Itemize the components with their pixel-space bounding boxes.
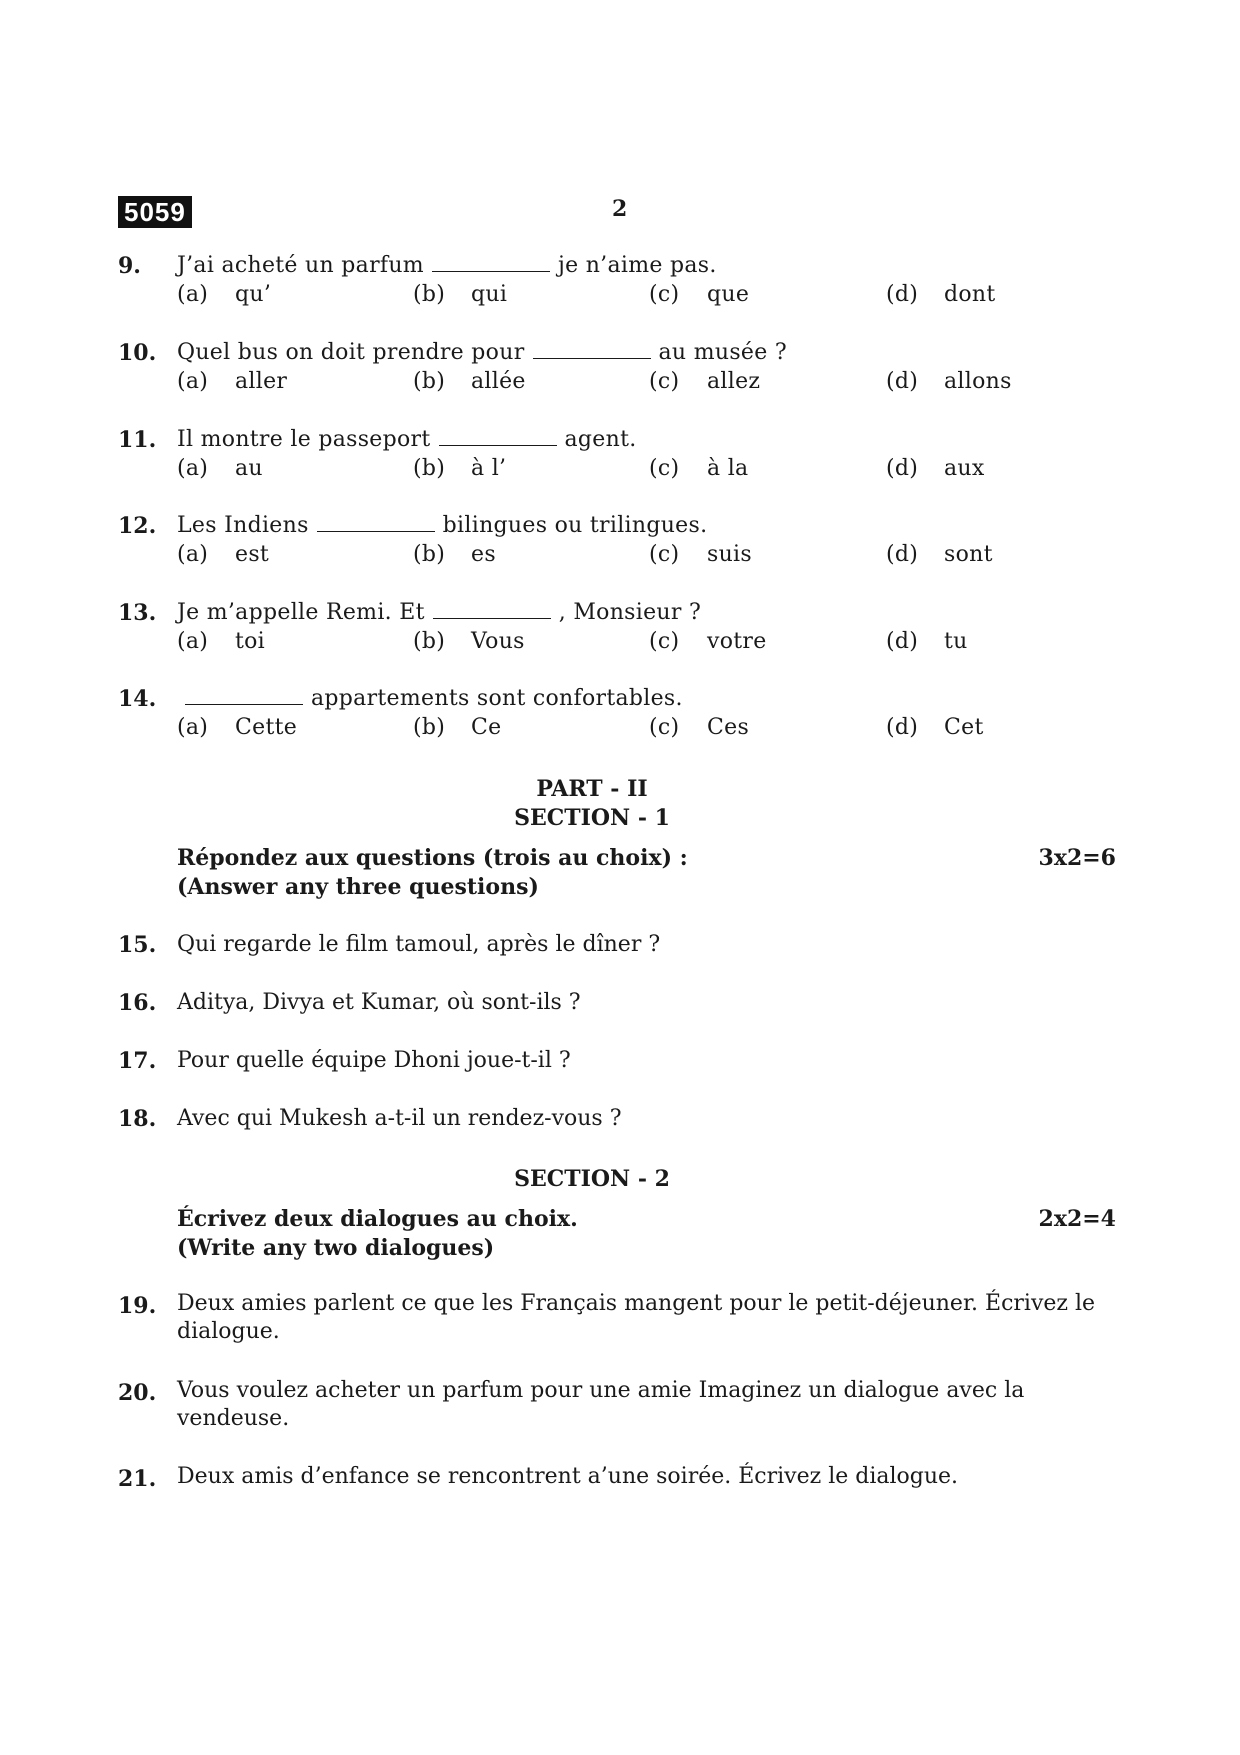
option-label: (d) — [886, 629, 919, 654]
option-label: (c) — [649, 715, 680, 740]
option-label: (d) — [886, 282, 919, 307]
stem-after-blank: bilingues ou trilingues. — [442, 513, 708, 538]
answer-blank — [432, 253, 550, 272]
option-label: (b) — [413, 369, 446, 394]
question-stem — [177, 253, 717, 278]
stem-before-blank: Quel bus on doit prendre pour — [177, 340, 525, 365]
answer-option — [413, 456, 506, 481]
stem-before-blank: J’ai acheté un parfum — [177, 253, 424, 278]
section-1-title: SECTION - 1 — [514, 805, 670, 831]
question-number: 12. — [118, 513, 157, 539]
answer-option — [886, 715, 984, 740]
option-label: (c) — [649, 282, 680, 307]
answer-option — [649, 542, 752, 567]
question-number: 13. — [118, 600, 157, 626]
question-stem — [177, 686, 683, 711]
answer-option — [886, 629, 968, 654]
stem-after-blank: je n’aime pas. — [557, 253, 717, 278]
question-number: 16. — [118, 990, 157, 1016]
answer-option — [177, 715, 297, 740]
option-label: (a) — [177, 542, 209, 567]
question-stem — [177, 340, 787, 365]
option-text: allons — [944, 369, 1012, 394]
option-text: Ces — [707, 715, 750, 740]
answer-option — [649, 715, 749, 740]
option-label: (d) — [886, 456, 919, 481]
option-text: dont — [944, 282, 996, 307]
question-number: 19. — [118, 1293, 157, 1319]
question-stem — [177, 600, 701, 625]
question-number: 17. — [118, 1048, 157, 1074]
option-label: (d) — [886, 715, 919, 740]
page-number: 2 — [612, 196, 628, 222]
option-text: qui — [471, 282, 508, 307]
stem-after-blank: appartements sont confortables. — [311, 686, 683, 711]
option-label: (c) — [649, 629, 680, 654]
question-text: Avec qui Mukesh a-t-il un rendez-vous ? — [177, 1106, 622, 1131]
option-text: à la — [707, 456, 749, 481]
answer-blank — [433, 600, 551, 619]
option-text: toi — [235, 629, 266, 654]
answer-option — [649, 456, 748, 481]
question-number: 20. — [118, 1380, 157, 1406]
answer-option — [886, 282, 996, 307]
answer-option — [649, 629, 767, 654]
question-text: Deux amies parlent ce que les Français mangent pour le petit-déjeuner. Écrivez le dialogue. — [177, 1291, 1096, 1344]
answer-option — [886, 542, 993, 567]
option-label: (c) — [649, 456, 680, 481]
answer-option — [177, 282, 271, 307]
question-number: 11. — [118, 427, 157, 453]
stem-after-blank: , Monsieur ? — [558, 600, 702, 625]
answer-option — [886, 456, 985, 481]
option-text: aller — [235, 369, 288, 394]
answer-blank — [533, 340, 651, 359]
stem-before-blank: Les Indiens — [177, 513, 309, 538]
answer-option — [413, 282, 507, 307]
option-label: (a) — [177, 456, 209, 481]
section-1-marks: 3x2=6 — [1038, 845, 1116, 871]
option-text: suis — [707, 542, 752, 567]
option-label: (c) — [649, 542, 680, 567]
option-label: (a) — [177, 369, 209, 394]
option-label: (b) — [413, 456, 446, 481]
answer-option — [649, 282, 749, 307]
answer-blank — [317, 513, 435, 532]
option-label: (a) — [177, 629, 209, 654]
answer-option — [177, 369, 287, 394]
option-text: que — [707, 282, 750, 307]
option-text: sont — [944, 542, 993, 567]
option-text: Cet — [944, 715, 984, 740]
answer-blank — [439, 427, 557, 446]
question-stem — [177, 427, 637, 452]
option-text: allée — [471, 369, 526, 394]
option-text: qu’ — [235, 282, 272, 307]
question-number: 18. — [118, 1106, 157, 1132]
question-text: Deux amis d’enfance se rencontrent a’une soirée. Écrivez le dialogue. — [177, 1464, 959, 1489]
option-text: est — [235, 542, 270, 567]
section-1-instruction-en: (Answer any three questions) — [177, 874, 539, 900]
question-text: Pour quelle équipe Dhoni joue-t-il ? — [177, 1048, 571, 1073]
part-title: PART - II — [536, 776, 648, 802]
question-number: 10. — [118, 340, 157, 366]
answer-option — [886, 369, 1012, 394]
answer-option — [413, 542, 496, 567]
answer-blank — [185, 686, 303, 705]
section-2-instruction-fr: Écrivez deux dialogues au choix. — [177, 1206, 578, 1232]
option-label: (a) — [177, 715, 209, 740]
option-label: (a) — [177, 282, 209, 307]
paper-code-badge: 5059 — [118, 196, 192, 228]
question-stem — [177, 513, 707, 538]
option-label: (d) — [886, 369, 919, 394]
answer-option — [413, 715, 501, 740]
option-text: Cette — [235, 715, 298, 740]
option-text: tu — [944, 629, 968, 654]
answer-option — [177, 456, 263, 481]
section-1-instruction-fr: Répondez aux questions (trois au choix) : — [177, 845, 688, 871]
option-text: es — [471, 542, 496, 567]
question-text: Qui regarde le film tamoul, après le dîner ? — [177, 932, 661, 957]
option-label: (d) — [886, 542, 919, 567]
option-text: votre — [707, 629, 767, 654]
option-text: à l’ — [471, 456, 507, 481]
section-2-instruction-en: (Write any two dialogues) — [177, 1235, 495, 1261]
option-text: Ce — [471, 715, 502, 740]
answer-option — [413, 629, 525, 654]
answer-option — [177, 542, 269, 567]
stem-before-blank: Je m’appelle Remi. Et — [177, 600, 425, 625]
stem-after-blank: agent. — [564, 427, 637, 452]
option-label: (b) — [413, 542, 446, 567]
section-2-marks: 2x2=4 — [1038, 1206, 1116, 1232]
option-label: (b) — [413, 715, 446, 740]
question-text: Vous voulez acheter un parfum pour une amie Imaginez un dialogue avec la vendeuse. — [177, 1378, 1025, 1431]
question-text: Aditya, Divya et Kumar, où sont-ils ? — [177, 990, 581, 1015]
answer-option — [177, 629, 265, 654]
answer-option — [649, 369, 760, 394]
option-text: Vous — [471, 629, 525, 654]
option-text: au — [235, 456, 263, 481]
option-label: (b) — [413, 629, 446, 654]
option-text: aux — [944, 456, 985, 481]
option-text: allez — [707, 369, 761, 394]
stem-after-blank: au musée ? — [658, 340, 787, 365]
answer-option — [413, 369, 526, 394]
question-number: 9. — [118, 253, 141, 279]
option-label: (b) — [413, 282, 446, 307]
stem-before-blank: Il montre le passeport — [177, 427, 431, 452]
question-number: 21. — [118, 1466, 157, 1492]
section-2-title: SECTION - 2 — [514, 1166, 670, 1192]
question-number: 14. — [118, 686, 157, 712]
option-label: (c) — [649, 369, 680, 394]
question-number: 15. — [118, 932, 157, 958]
